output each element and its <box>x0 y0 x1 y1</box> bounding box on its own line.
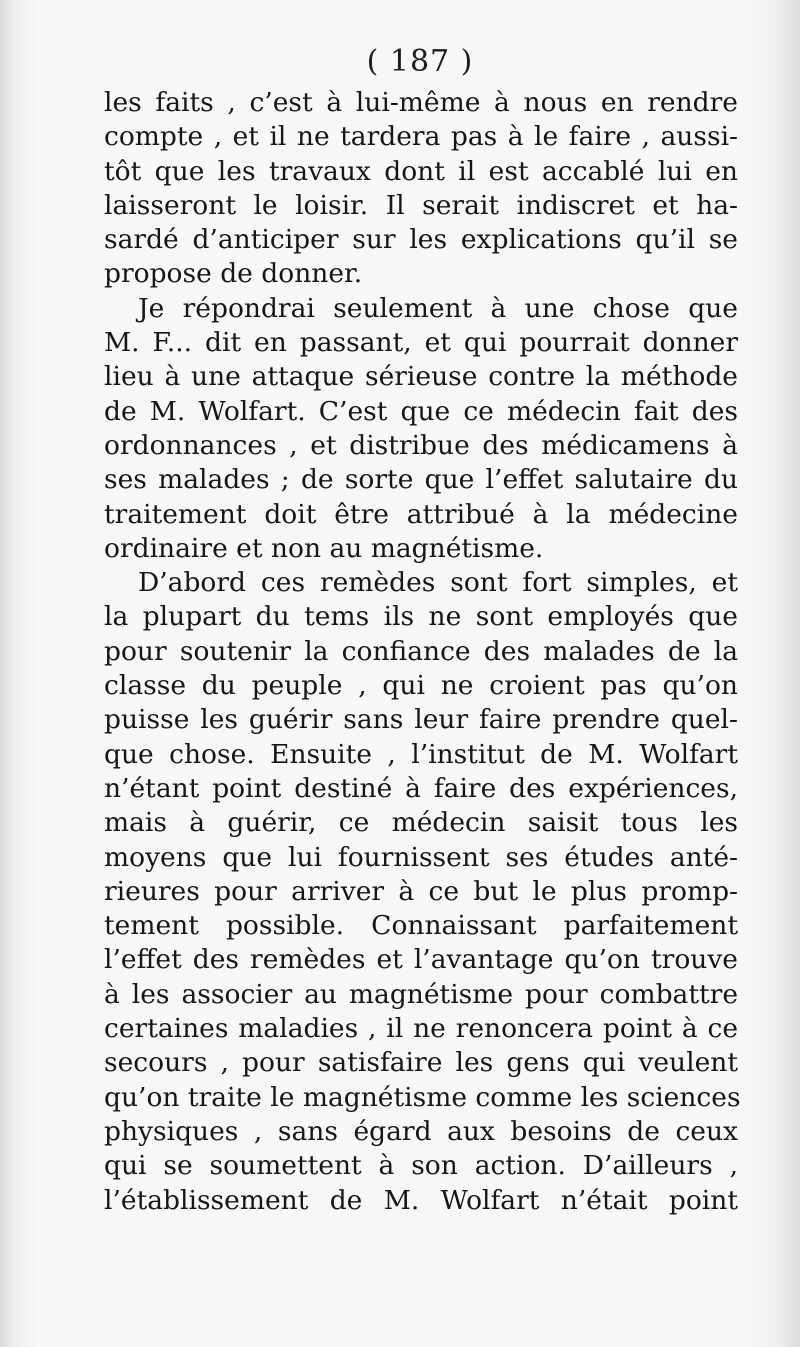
text-line: les faits , c’est à lui-même à nous en rendre <box>104 87 738 118</box>
text-line: qu’on traite le magnétisme comme les sciences <box>104 1081 741 1113</box>
text-line: puisse les guérir sans leur faire prendre quel- <box>104 704 738 736</box>
text-line: compte , et il ne tardera pas à le faire , aussi- <box>104 121 738 153</box>
text-line: pour soutenir la confiance des malades de la <box>104 635 738 667</box>
text-line: que chose. Ensuite , l’institut de M. Wolfart <box>104 738 738 770</box>
text-line: tement possible. Connaissant parfaitement <box>104 910 738 942</box>
text-line: de M. Wolfart. C’est que ce médecin fait des <box>104 395 738 427</box>
text-line: secours , pour satisfaire les gens qui veulent <box>104 1047 738 1079</box>
text-line: l’établissement de M. Wolfart n’était point <box>104 1184 738 1216</box>
text-line: tôt que les travaux dont il est accablé lui en <box>104 155 738 187</box>
text-line: rieures pour arriver à ce but le plus promp- <box>104 875 738 907</box>
text-line: laisseront le loisir. Il serait indiscret et ha- <box>104 189 738 221</box>
text-line: ses malades ; de sorte que l’effet salutaire du <box>104 464 738 496</box>
text-line: M. F... dit en passant, et qui pourrait donner <box>104 327 738 359</box>
text-line: lieu à une attaque sérieuse contre la méthode <box>104 361 738 393</box>
page-number: ( 187 ) <box>366 44 474 79</box>
text-line: Je répondrai seulement à une chose que <box>138 292 738 324</box>
text-line: n’étant point destiné à faire des expériences, <box>104 772 738 804</box>
text-line: la plupart du tems ils ne sont employés que <box>104 601 738 633</box>
text-line: ordonnances , et distribue des médicamens à <box>104 429 738 461</box>
text-line: qui se soumettent à son action. D’ailleurs , <box>104 1150 738 1182</box>
text-line: moyens que lui fournissent ses études anté- <box>104 841 738 873</box>
text-line: mais à guérir, ce médecin saisit tous les <box>104 807 738 839</box>
text-line: physiques , sans égard aux besoins de ceux <box>104 1115 738 1147</box>
text-line: l’effet des remèdes et l’avantage qu’on trouve <box>104 944 738 976</box>
body-text <box>104 86 741 1218</box>
text-line: propose de donner. <box>104 258 363 290</box>
text-line: ordinaire et non au magnétisme. <box>104 532 544 564</box>
text-line: certaines maladies , il ne renoncera point à ce <box>104 1013 738 1045</box>
text-line: D’abord ces remèdes sont fort simples, et <box>138 567 738 599</box>
text-line: traitement doit être attribué à la médecine <box>104 498 738 530</box>
text-line: classe du peuple , qui ne croient pas qu’on <box>104 670 738 702</box>
text-line: sardé d’anticiper sur les explications qu’il se <box>104 224 738 256</box>
text-line: à les associer au magnétisme pour combattre <box>104 978 738 1010</box>
